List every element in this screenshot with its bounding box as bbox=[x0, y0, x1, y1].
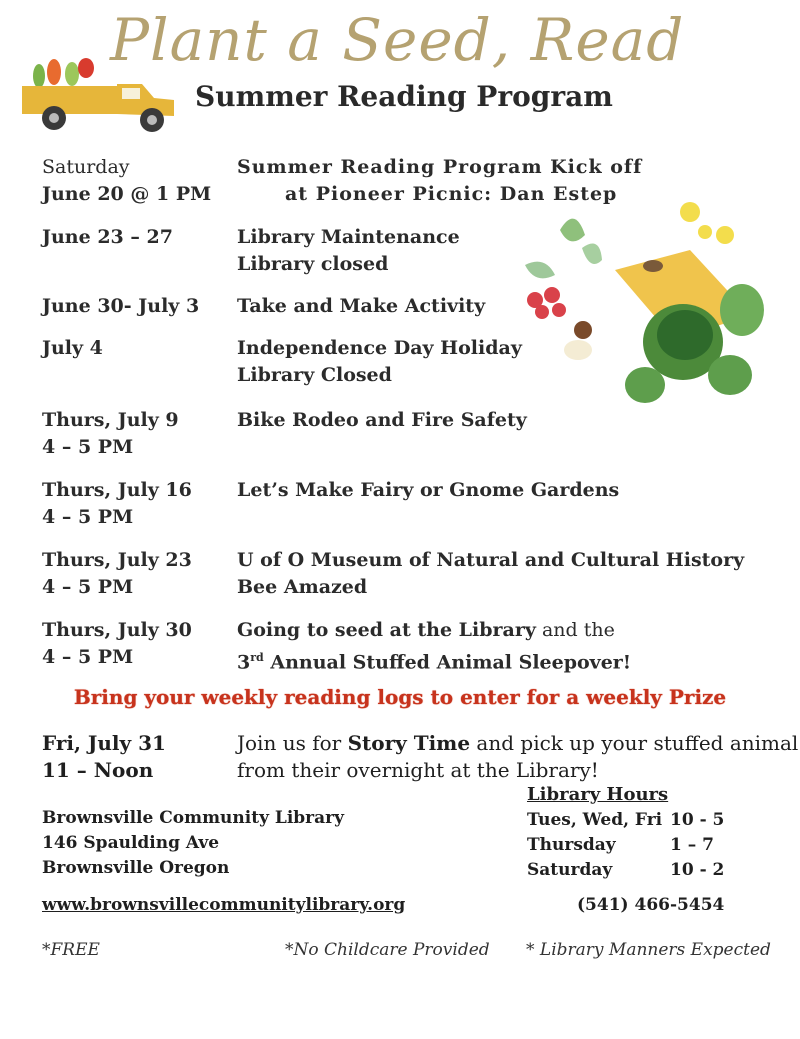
story-text-line2: from their overnight at the Library! bbox=[237, 758, 599, 782]
event-desc-line: Let’s Make Fairy or Gnome Gardens bbox=[237, 479, 620, 501]
story-text-pre: Join us for bbox=[237, 731, 348, 755]
event-desc-line: Independence Day Holiday bbox=[237, 337, 522, 359]
event-desc-bold: Going to seed at the Library bbox=[237, 619, 536, 641]
event-date-line: Saturday bbox=[42, 156, 130, 178]
hours-time: 10 - 2 bbox=[670, 860, 725, 880]
story-time-description bbox=[237, 730, 798, 784]
hours-table bbox=[527, 808, 724, 883]
event-date-line: 4 – 5 PM bbox=[42, 506, 134, 528]
event-desc-line: Take and Make Activity bbox=[237, 295, 486, 317]
prize-banner: Bring your weekly reading logs to enter for a weekly Prize bbox=[73, 685, 727, 709]
library-city: Brownsville Oregon bbox=[42, 858, 230, 878]
hours-day: Saturday bbox=[527, 860, 613, 880]
hours-row bbox=[527, 858, 724, 883]
event-date bbox=[42, 335, 103, 362]
event-desc-line: Library Closed bbox=[237, 364, 392, 386]
hours-time: 1 – 7 bbox=[670, 835, 714, 855]
event-date-line: June 23 – 27 bbox=[42, 226, 173, 248]
hours-day: Tues, Wed, Fri bbox=[527, 810, 663, 830]
event-description bbox=[237, 547, 744, 601]
event-date-line: June 30- July 3 bbox=[42, 295, 200, 317]
event-desc-line: U of O Museum of Natural and Cultural History bbox=[237, 549, 745, 571]
website-link[interactable]: www.brownsvillecommunitylibrary.org bbox=[42, 895, 406, 915]
hours-day: Thursday bbox=[527, 835, 616, 855]
event-date-line: 4 – 5 PM bbox=[42, 646, 134, 668]
childcare-note: *No Childcare Provided bbox=[285, 940, 490, 960]
ordinal-suffix: rd bbox=[250, 651, 264, 664]
event-description bbox=[237, 224, 460, 278]
event-date-line: Thurs, July 9 bbox=[42, 409, 179, 431]
hours-row bbox=[527, 833, 724, 858]
event-desc-line: Bike Rodeo and Fire Safety bbox=[237, 409, 527, 431]
event-description bbox=[237, 407, 527, 434]
library-address bbox=[42, 806, 344, 881]
event-description bbox=[237, 477, 619, 504]
event-date-line: July 4 bbox=[42, 337, 103, 359]
event-date bbox=[42, 477, 192, 531]
event-desc-line: Library closed bbox=[237, 253, 389, 275]
event-date bbox=[42, 617, 192, 671]
event-date bbox=[42, 293, 199, 320]
garden-seed-packet-illustration bbox=[520, 200, 785, 415]
event-description bbox=[237, 335, 522, 389]
event-date-line: Thurs, July 23 bbox=[42, 549, 192, 571]
event-desc-line: Summer Reading Program Kick off bbox=[237, 156, 643, 178]
page-subtitle: Summer Reading Program bbox=[195, 80, 613, 113]
library-name: Brownsville Community Library bbox=[42, 808, 344, 828]
event-desc-line: Bee Amazed bbox=[237, 576, 368, 598]
event-date-line: 4 – 5 PM bbox=[42, 576, 134, 598]
event-date-line: Thurs, July 16 bbox=[42, 479, 192, 501]
library-street: 146 Spaulding Ave bbox=[42, 833, 220, 853]
page-title: Plant a Seed, Read bbox=[110, 6, 685, 74]
event-date bbox=[42, 224, 173, 251]
story-time-hours: 11 – Noon bbox=[42, 758, 154, 782]
event-desc-line: Annual Stuffed Animal Sleepover! bbox=[263, 651, 632, 674]
event-date-line: 4 – 5 PM bbox=[42, 436, 134, 458]
phone-number: (541) 466-5454 bbox=[577, 895, 725, 915]
event-description bbox=[237, 154, 642, 208]
event-desc-line: Library Maintenance bbox=[237, 226, 460, 248]
hours-time: 10 - 5 bbox=[670, 810, 725, 830]
story-text-post: and pick up your stuffed animal bbox=[470, 731, 799, 755]
story-text-bold: Story Time bbox=[347, 731, 471, 755]
hours-row bbox=[527, 808, 724, 833]
event-description bbox=[237, 617, 631, 676]
free-note: *FREE bbox=[42, 940, 100, 960]
story-time-date bbox=[42, 730, 166, 784]
event-date-line: Thurs, July 30 bbox=[42, 619, 192, 641]
event-date bbox=[42, 547, 192, 601]
ordinal-number: 3 bbox=[237, 651, 251, 674]
event-date bbox=[42, 154, 211, 208]
event-date-line: June 20 @ 1 PM bbox=[42, 183, 212, 205]
event-date bbox=[42, 407, 179, 461]
story-time-day: Fri, July 31 bbox=[42, 731, 166, 755]
event-description bbox=[237, 293, 485, 320]
event-desc-line: at Pioneer Picnic: Dan Estep bbox=[285, 183, 618, 205]
hours-title: Library Hours bbox=[527, 784, 669, 805]
event-desc-normal: and the bbox=[535, 619, 615, 641]
manners-note: * Library Manners Expected bbox=[526, 940, 771, 960]
